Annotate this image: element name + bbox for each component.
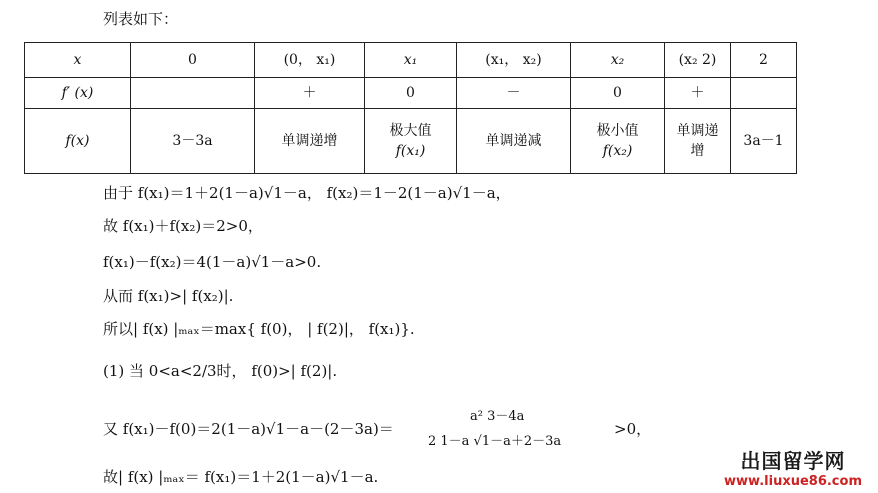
table-cell: 单调递减: [457, 109, 571, 174]
intro-text: 列表如下：: [103, 10, 179, 28]
table-cell-line: 极大值: [389, 123, 432, 139]
table-cell: (x₁， x₂): [457, 43, 571, 78]
table-cell: ＋: [255, 78, 365, 109]
table-cell: 0: [365, 78, 457, 109]
table-cell: [365, 109, 457, 174]
table-cell: 单调递增: [255, 109, 365, 174]
table-cell: x: [25, 43, 131, 78]
table-cell: ＋: [665, 78, 731, 109]
variation-table: [24, 42, 797, 174]
math-line: 从而 f(x₁)>| f(x₂)|.: [103, 287, 234, 305]
table-cell: (0， x₁): [255, 43, 365, 78]
math-line: 故 f(x₁)＋f(x₂)＝2>0，: [103, 217, 263, 235]
table-row: [25, 78, 797, 109]
math-line: f(x₁)－f(x₂)＝4(1－a)√1－a>0.: [103, 253, 322, 271]
table-cell: (x₂ 2): [665, 43, 731, 78]
fraction-denominator: 2 1－a √1－a＋2－3a: [428, 434, 562, 449]
math-line: 由于 f(x₁)＝1＋2(1－a)√1－a， f(x₂)＝1－2(1－a)√1－a，: [103, 184, 511, 202]
table-row: [25, 109, 797, 174]
table-cell: [571, 109, 665, 174]
table-cell: 3a－1: [731, 109, 797, 174]
table-cell: x₂: [571, 43, 665, 78]
table-cell-line: 极小值: [596, 123, 639, 139]
table-cell: [131, 78, 255, 109]
math-line: 故| f(x) |ₘₐₓ＝ f(x₁)＝1＋2(1－a)√1－a.: [103, 468, 379, 486]
table-cell: －: [457, 78, 571, 109]
table-cell: [665, 109, 731, 174]
watermark-title: 出国留学网: [740, 449, 846, 473]
fraction-numerator: a² 3－4a: [470, 409, 525, 424]
watermark-logo: [724, 445, 862, 489]
math-line: (1) 当 0<a<2/3时， f(0)>| f(2)|.: [103, 362, 338, 380]
table-row: [25, 43, 797, 78]
math-line: 所以| f(x) |ₘₐₓ＝max{ f(0)， | f(2)|， f(x₁)}.: [103, 320, 415, 338]
table-cell: [731, 78, 797, 109]
table-cell-line: 单调递: [676, 123, 719, 139]
table-cell: f′ (x): [25, 78, 131, 109]
table-cell: 3－3a: [131, 109, 255, 174]
table-cell-line: 增: [690, 143, 705, 159]
math-line: 又 f(x₁)－f(0)＝2(1－a)√1－a－(2－3a)＝: [103, 420, 394, 438]
table-cell: 0: [571, 78, 665, 109]
table-cell: 0: [131, 43, 255, 78]
table-cell: x₁: [365, 43, 457, 78]
math-line: >0，: [614, 420, 652, 438]
table-cell: 2: [731, 43, 797, 78]
table-cell: f(x): [25, 109, 131, 174]
watermark-url: www.liuxue86.com: [724, 474, 862, 489]
table-cell-line: f(x₂): [602, 143, 633, 159]
table-cell-line: f(x₁): [395, 143, 426, 159]
